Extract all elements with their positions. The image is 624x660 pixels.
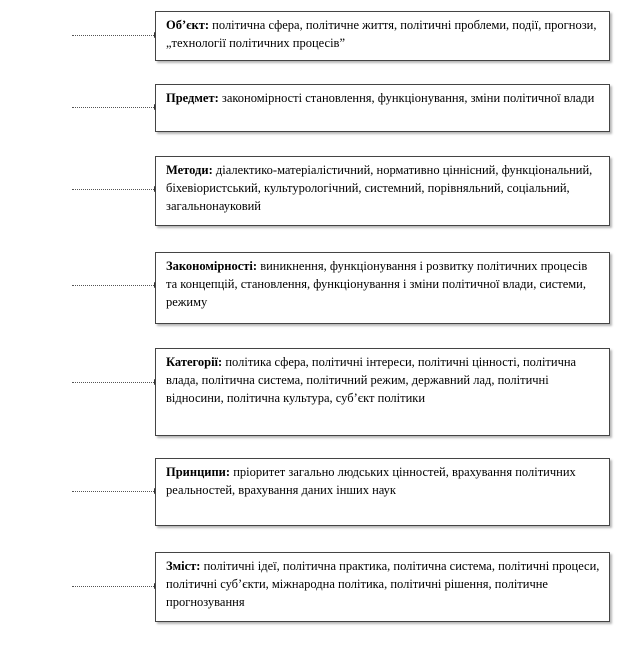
box-text: політична сфера, політичне життя, політичні проблеми, події, прогнози, „технології політичних процесів” [166, 18, 597, 50]
box-text: пріоритет загально людських цінностей, врахування політичних реальностей, врахування даних інших наук [166, 465, 576, 497]
box-text: діалектико-матеріалістичний, нормативно ціннісний, функціональний, біхевіористський, культурологічний, системний, порівняльний, соціальний, загальнонауковий [166, 163, 593, 213]
box-categories [155, 348, 610, 436]
box-object [155, 11, 610, 61]
box-content [155, 552, 610, 622]
box-text: виникнення, функціонування і розвитку політичних процесів та концепцій, становлення, функціонування і зміни політичної влади, системи, режиму [166, 259, 588, 309]
box-label: Об’єкт: [166, 18, 210, 32]
arrow-connector-regularities [72, 285, 154, 286]
box-text: політика сфера, політичні інтереси, політичні цінності, політична влада, політична система, політичний режим, державний лад, політичні відносини, політична культура, суб’єкт політики [166, 355, 577, 405]
box-label: Зміст: [166, 559, 201, 573]
arrow-connector-subject [72, 107, 154, 108]
box-label: Предмет: [166, 91, 219, 105]
box-text: політичні ідеї, політична практика, політична система, політичні процеси, політичні суб’єкти, міжнародна політика, політичні рішення, політичне прогнозування [166, 559, 600, 609]
box-label: Закономірності: [166, 259, 258, 273]
arrow-connector-methods [72, 189, 154, 190]
box-methods [155, 156, 610, 226]
arrow-connector-principles [72, 491, 154, 492]
box-text: закономірності становлення, функціонування, зміни політичної влади [218, 91, 595, 105]
arrow-connector-content [72, 586, 154, 587]
box-label: Категорії: [166, 355, 223, 369]
box-principles [155, 458, 610, 526]
arrow-connector-object [72, 35, 154, 36]
arrow-connector-categories [72, 382, 154, 383]
box-label: Методи: [166, 163, 213, 177]
box-regularities [155, 252, 610, 324]
box-label: Принципи: [166, 465, 231, 479]
box-subject [155, 84, 610, 132]
